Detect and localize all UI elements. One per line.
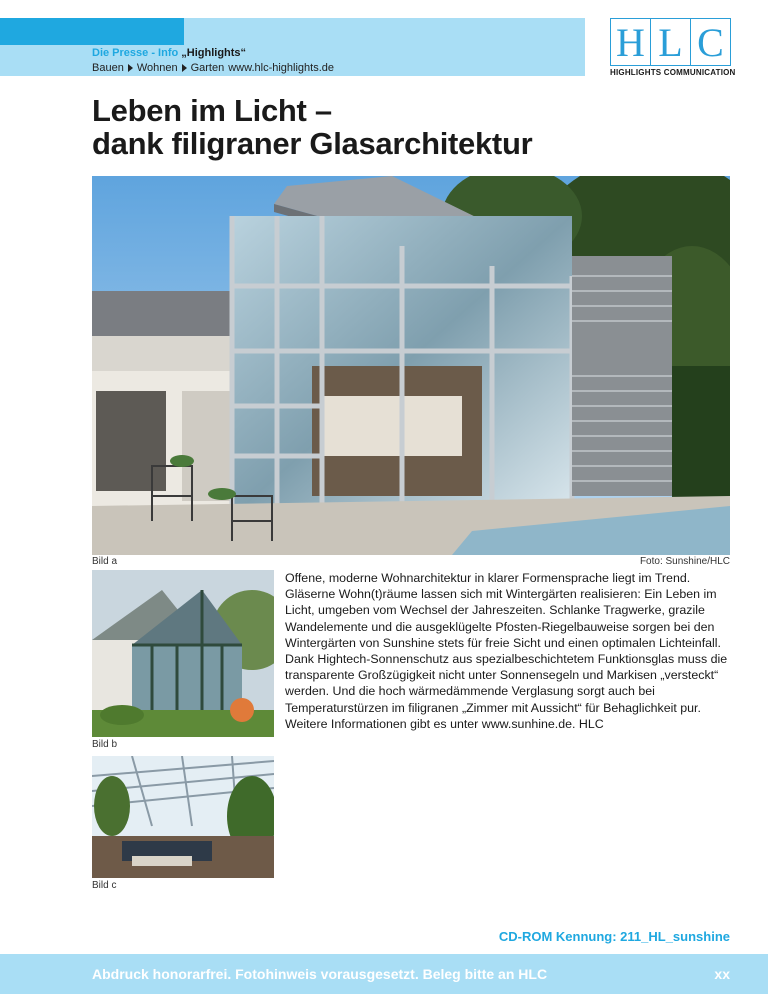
body-paragraph: Offene, moderne Wohnarchitektur in klarer Formensprache liegt im Trend. Gläserne Wohn(t)räume lassen sich mit Wintergärten realisieren: Ein Leben im Licht, umgeben vom Wechsel der Jahreszeiten. Schlanke Tragwerke, grazile Wandelemente und die ausgeklügelte Pfosten-Riegelbauweise sorgen bei den Wintergärten von Sunshine stets für freie Sicht und einen optimalen Lichteinfall. Dank Hightech-Sonnenschutz aus spezialbeschichtetem Funktionsglas muss die transparente Großzügigkeit nicht unter Sonnensegeln und Markisen „versteckt“ werden. Und die hoch wärmedämmende Verglasung sorgt auch bei Temperaturstürzen im filigranen „Zimmer mit Aussicht“ für Behaglichkeit pur. Weitere Informationen gibt es unter www.sunhine.de. HLC [285, 571, 728, 731]
page-title [92, 94, 532, 160]
breadcrumb-item: Bauen [92, 62, 124, 74]
header-category-label: Die Presse - Info [92, 47, 179, 59]
logo-subtitle: HIGHLIGHTS COMMUNICATION [610, 68, 736, 77]
breadcrumb-item: Garten [190, 62, 225, 74]
logo-letter: C [690, 18, 731, 66]
photo-b-conservatory [92, 570, 274, 737]
hlc-logo [610, 18, 736, 78]
photo-a-glass-house [92, 176, 730, 555]
footer-band [0, 954, 768, 994]
header-category [92, 47, 246, 59]
header-url: www.hlc-highlights.de [228, 62, 335, 74]
header-accent-block [0, 18, 184, 45]
photo-credit: Foto: Sunshine/HLC [639, 556, 730, 567]
breadcrumb-item: Wohnen [136, 62, 178, 74]
breadcrumb [92, 62, 334, 74]
footer-page-number: xx [714, 966, 730, 982]
caption-bild-a: Bild a [92, 556, 118, 567]
caption-bild-b: Bild b [92, 739, 118, 750]
title-line-2: dank filigraner Glasarchitektur [92, 126, 533, 161]
photo-c-interior [92, 756, 274, 878]
footer-notice: Abdruck honorarfrei. Fotohinweis vorausgesetzt. Beleg bitte an HLC [92, 966, 548, 982]
title-line-1: Leben im Licht – [92, 93, 332, 128]
cdrom-identifier: CD-ROM Kennung: 211_HL_sunshine [498, 929, 730, 944]
logo-letter: H [610, 18, 651, 66]
header-highlight-label: „Highlights“ [181, 47, 247, 59]
triangle-right-icon [182, 64, 187, 72]
logo-letter: L [650, 18, 691, 66]
caption-bild-c: Bild c [92, 880, 117, 891]
triangle-right-icon [128, 64, 133, 72]
